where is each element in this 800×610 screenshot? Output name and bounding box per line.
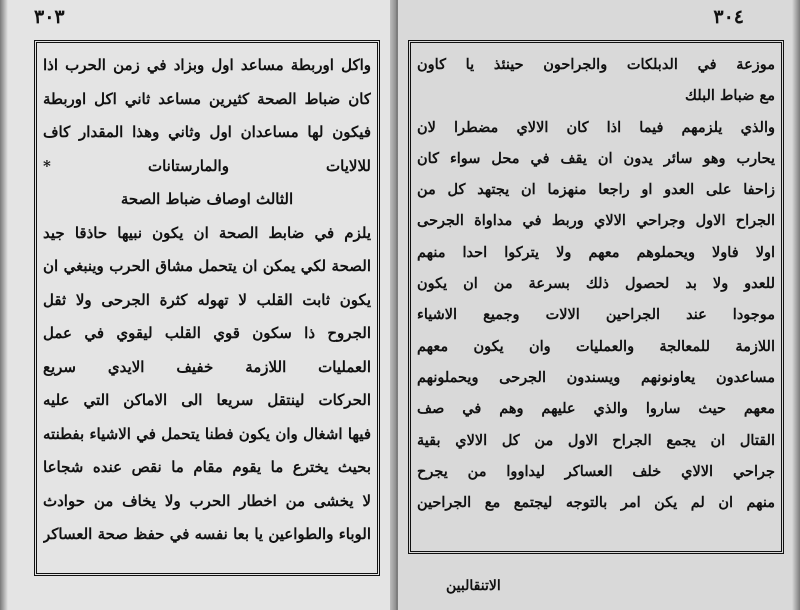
text-line: بحيث يخترع ما يقوم مقام ما نقص عنده شجاعا — [43, 458, 371, 476]
text-line: موزعة في الدبلكات والجراحون حينئذ يا كاون — [417, 56, 775, 73]
text-line: الجروح ذا سكون قوي القلب ليقوي في عمل — [43, 324, 371, 342]
text-line: زاحفا على العدو او راجعا منهزما ان يجتهد كل من — [417, 181, 775, 199]
text-line: للالايات والمارستانات * — [43, 156, 371, 175]
right-page-number: ٣٠٤ — [713, 6, 744, 28]
text-line: فيها اشغال وان يكون فطنا يتحمل في الاشياء بفطنته — [43, 424, 371, 443]
right-page-edge — [792, 0, 800, 610]
left-page — [0, 0, 396, 610]
text-line: يحارب وهو سائر يدون ان يقف في محل سواء كان — [417, 149, 775, 167]
text-line: معهم حيث ساروا والذي عليهم وهم في صف — [417, 400, 775, 418]
text-line: الجراح الاول وجراحي الالاي وربط في مداواة الجرحى — [417, 212, 775, 230]
left-text-frame — [34, 40, 380, 576]
catchword: الاتنقالبين — [446, 578, 501, 594]
left-text-block — [43, 49, 371, 552]
text-line: كان ضباط الصحة كثيرين مساعد ثاني اكل اوربطة — [43, 89, 371, 108]
right-page — [398, 0, 800, 610]
text-line: اللازمة للمعالجة والعمليات وان يكون معهم — [417, 337, 775, 355]
text-line: واكل اوربطة مساعد اول وبزاد في زمن الحرب اذا — [43, 56, 371, 74]
text-line: مساعدون يعاونونهم ويسندون الجرحى ويحملونهم — [417, 368, 775, 386]
text-line: منهم ان لم يكن امر بالتوجه ليجتمع مع الجراحين — [417, 494, 775, 512]
text-line: يكون ثابت القلب لا تهوله كثرة الجرحى ولا ثقل — [43, 290, 371, 309]
text-line: مع ضباط البلك — [685, 87, 775, 105]
text-line: اولا فاولا ويحملوهم معهم ولا يتركوا احدا منهم — [417, 243, 775, 261]
left-page-edge — [0, 0, 8, 610]
left-page-number: ٣٠٣ — [34, 6, 65, 28]
text-line: القتال ان يجمع الجراح الاول من كل الالاي بقية — [417, 431, 775, 449]
text-line: فيكون لها مساعدان اول وثاني وهذا المقدار كاف — [43, 123, 371, 141]
text-line: الحركات لينتقل سريعا الى الاماكن التي عليه — [43, 391, 371, 409]
text-line: للعدو ولا بد لحصول ذلك بسرعة من ان يكون — [417, 275, 775, 293]
text-line: والذي يلزمهم فيما اذا كان الالاي مضطرا لان — [417, 118, 775, 136]
text-line: الوباء والطواعين يا بعا نفسه في حفظ صحة العساكر — [43, 525, 371, 543]
right-text-frame — [408, 40, 784, 554]
text-line: لا يخشى من اخطار الحرب ولا يخاف من حوادث — [43, 491, 371, 510]
text-line: موجودا عند الجراحين الالات وجميع الاشياء — [417, 306, 775, 324]
text-line: العمليات اللازمة خفيف الايدي سريع — [43, 357, 371, 376]
text-line: يلزم في ضابط الصحة ان يكون نبيها حاذقا جيد — [43, 223, 371, 242]
section-heading: الثالث اوصاف ضباط الصحة — [120, 190, 294, 208]
right-text-block — [417, 49, 775, 518]
text-line: الصحة لكي يمكن ان يتحمل مشاق الحرب وينبغي ان — [43, 257, 371, 275]
text-line: جراحي الالاي خلف العساكر ليداووا من يجرح — [417, 462, 775, 480]
